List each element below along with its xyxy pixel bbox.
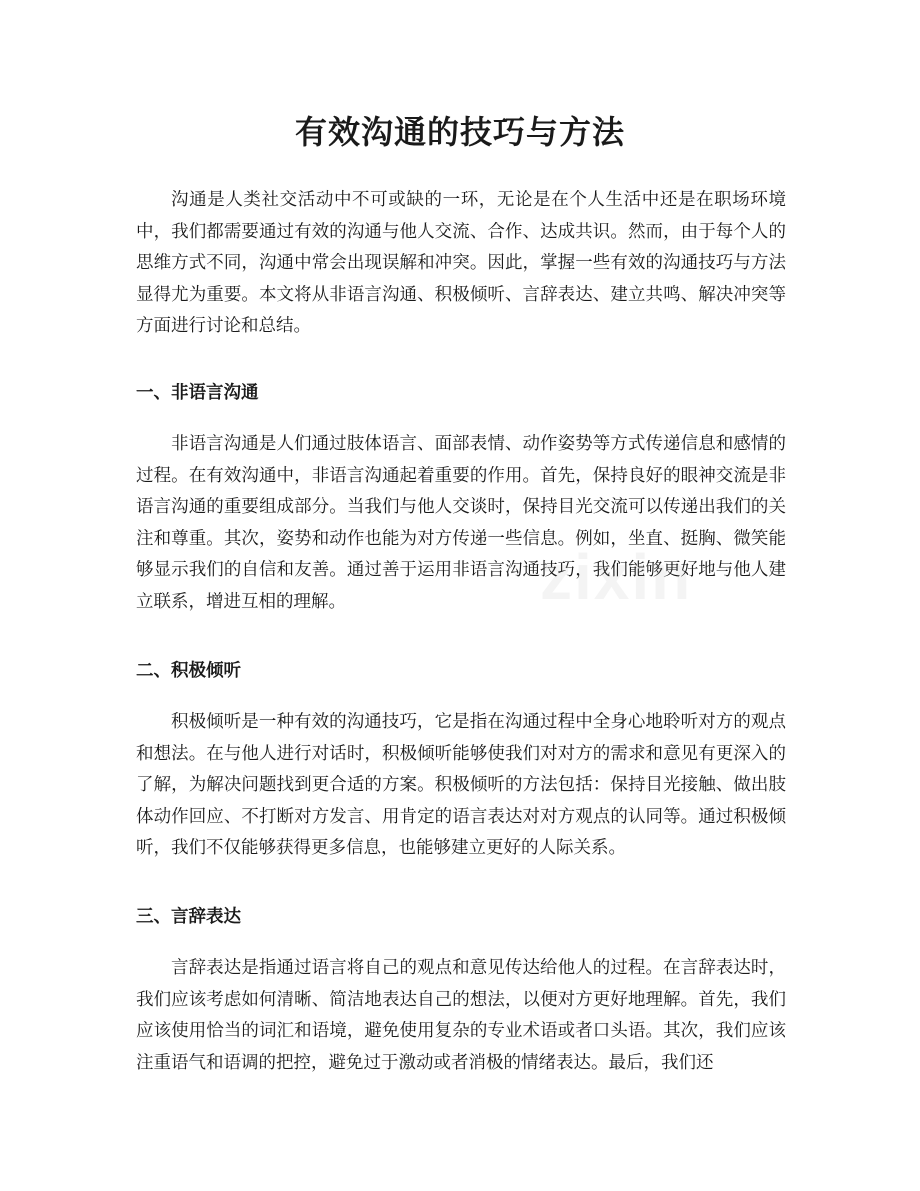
document-title: 有效沟通的技巧与方法 xyxy=(294,113,625,151)
section-heading-nonverbal: 一、非语言沟通 xyxy=(136,383,259,403)
section-body-expression: 言辞表达是指通过语言将自己的观点和意见传达给他人的过程。在言辞表达时，我们应该考虑如何清晰、简洁地表达自己的想法，以便对方更好地理解。首先，我们应该使用恰当的词汇和语境，避免使用复杂的专业术语或者口头语。其次，我们应该注重语气和语调的把控，避免过于激动或者消极的情绪表达。最后，我们还 xyxy=(136,958,786,1073)
intro-paragraph: 沟通是人类社交活动中不可或缺的一环，无论是在个人生活中还是在职场环境中，我们都需要通过有效的沟通与他人交流、合作、达成共识。然而，由于每个人的思维方式不同，沟通中常会出现误解和冲突。因此，掌握一些有效的沟通技巧与方法显得尤为重要。本文将从非语言沟通、积极倾听、言辞表达、建立共鸣、解决冲突等方面进行讨论和总结。 xyxy=(136,190,786,337)
watermark-logo: zixin xyxy=(540,541,693,613)
section-body-nonverbal: 非语言沟通是人们通过肢体语言、面部表情、动作姿势等方式传递信息和感情的过程。在有效沟通中，非语言沟通起着重要的作用。首先，保持良好的眼神交流是非语言沟通的重要组成部分。当我们与他人交谈时，保持目光交流可以传递出我们的关注和尊重。其次，姿势和动作也能为对方传递一些信息。例如，坐直、挺胸、微笑能够显示我们的自信和友善。通过善于运用非语言沟通技巧，我们能够更好地与他人建立联系，增进互相的理解。 xyxy=(136,434,786,612)
section-body-listening: 积极倾听是一种有效的沟通技巧，它是指在沟通过程中全身心地聆听对方的观点和想法。在与他人进行对话时，积极倾听能够使我们对对方的需求和意见有更深入的了解，为解决问题找到更合适的方案。积极倾听的方法包括：保持目光接触、做出肢体动作回应、不打断对方发言、用肯定的语言表达对对方观点的认同等。通过积极倾听，我们不仅能够获得更多信息，也能够建立更好的人际关系。 xyxy=(136,712,786,859)
section-heading-listening: 二、积极倾听 xyxy=(136,661,241,681)
section-heading-expression: 三、言辞表达 xyxy=(136,907,241,927)
